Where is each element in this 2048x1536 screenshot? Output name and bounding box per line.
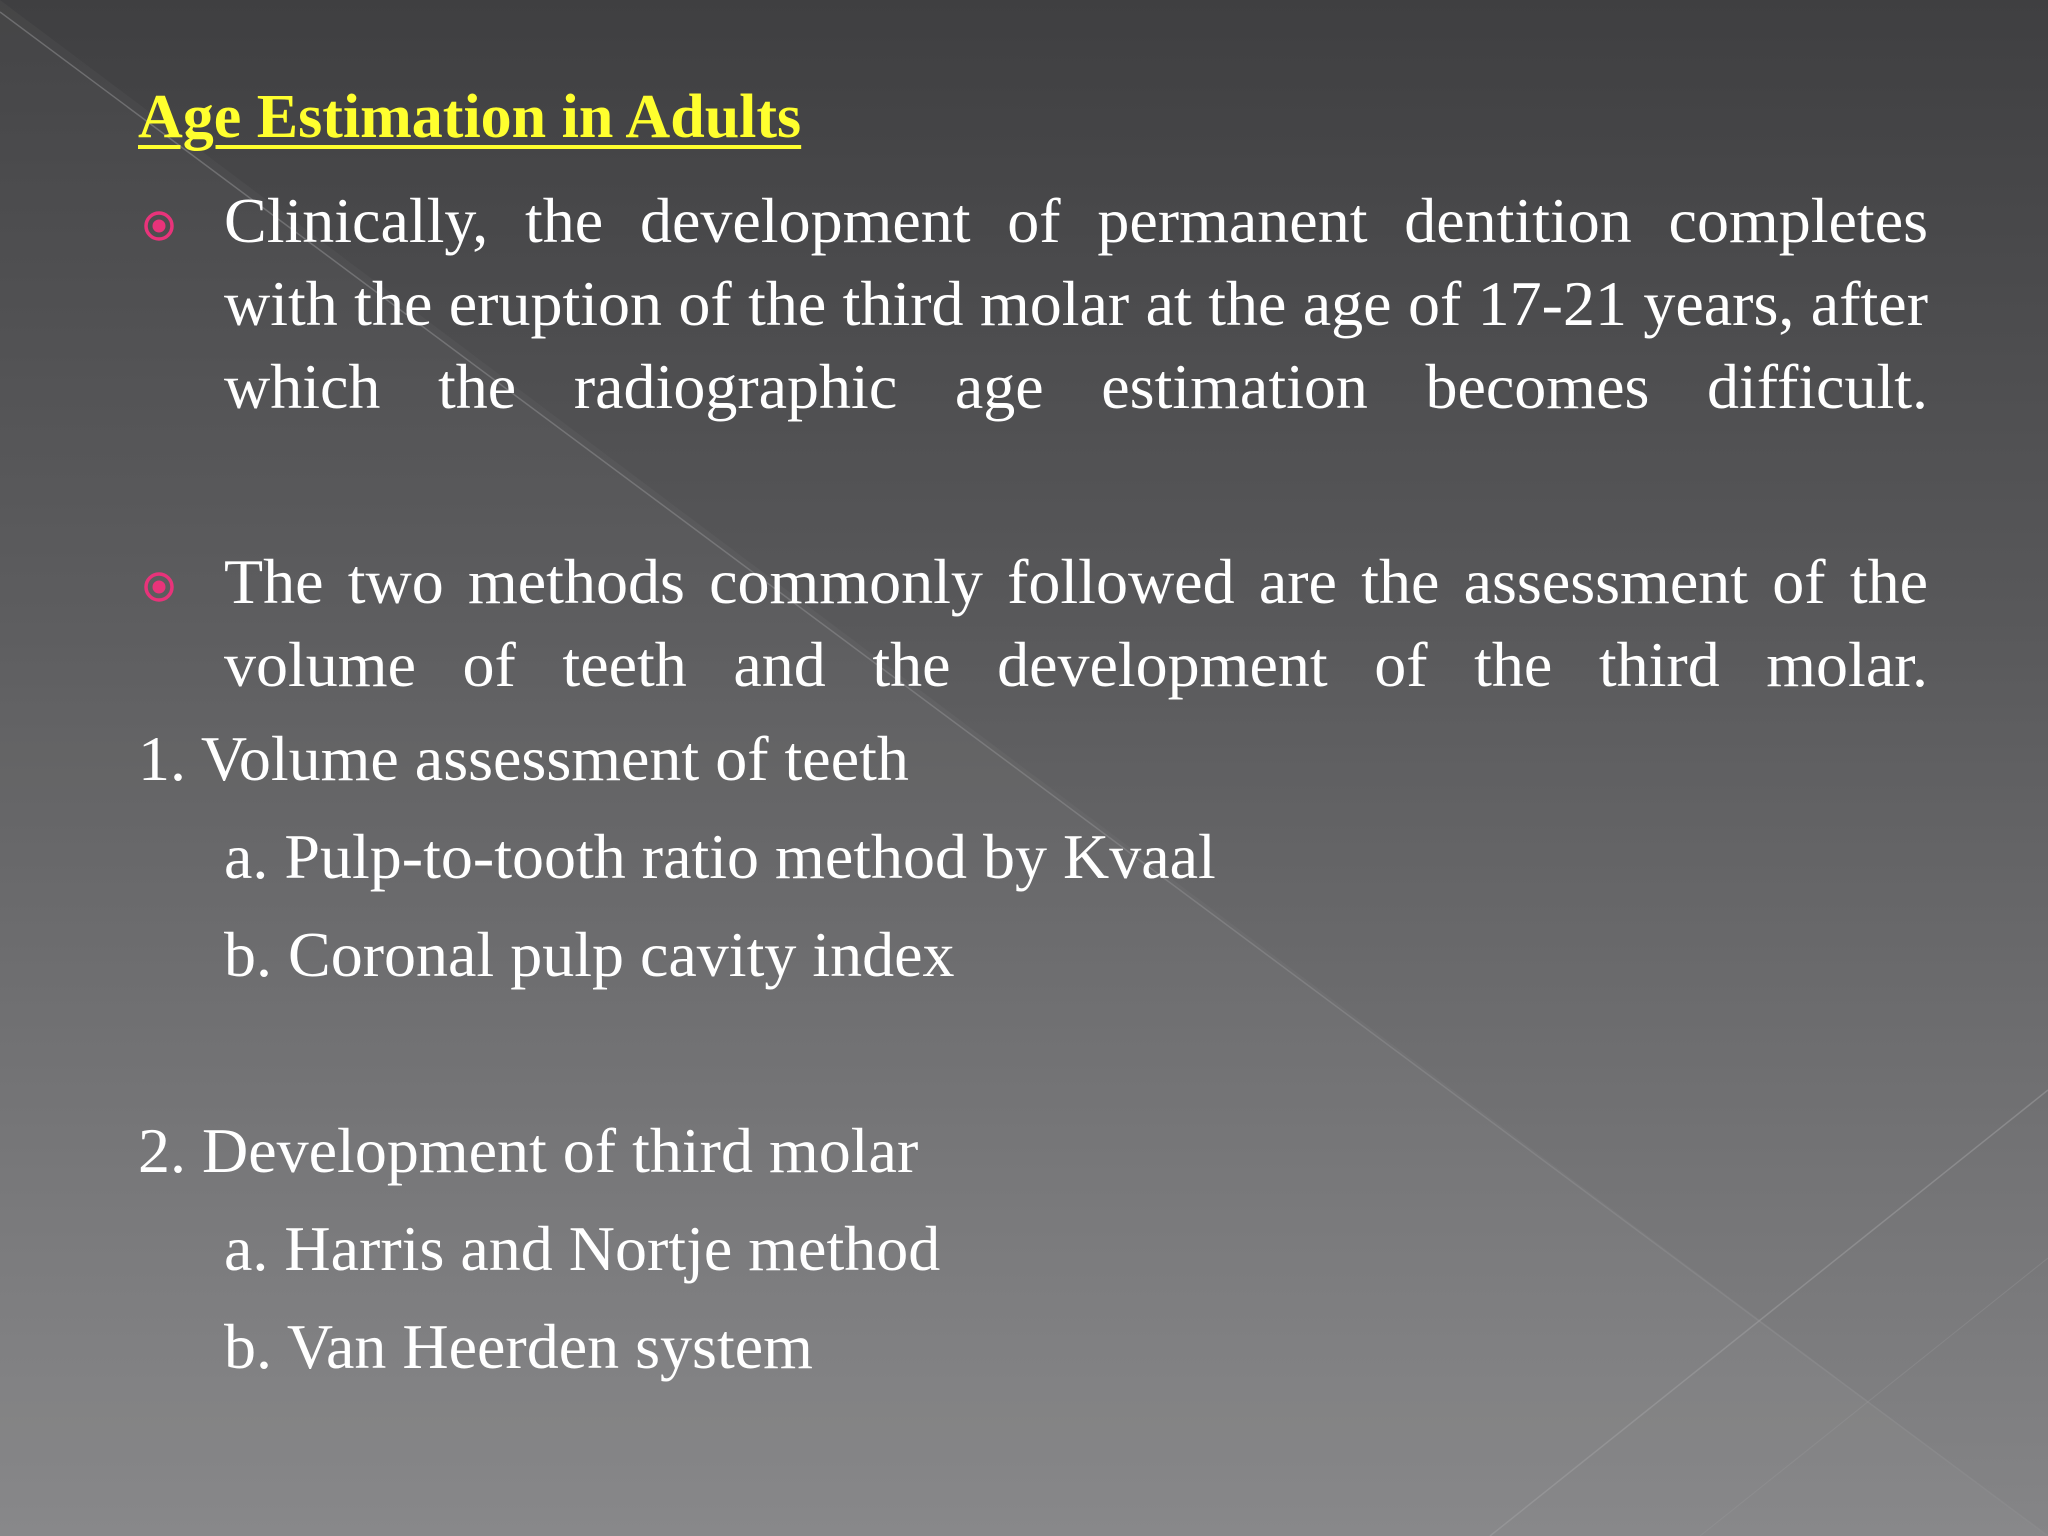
target-bullet-icon <box>142 209 176 243</box>
bullet-text-2: The two methods commonly followed are the assessment of the volume of teeth and the development of the third molar. <box>224 546 1928 700</box>
method-item-kvaal: a. Pulp-to-tooth ratio method by Kvaal <box>224 821 1216 892</box>
slide-title: Age Estimation in Adults <box>138 83 802 151</box>
target-bullet-icon <box>142 570 176 604</box>
method-item-van-heerden: b. Van Heerden system <box>224 1311 813 1382</box>
method-item-coronal-index: b. Coronal pulp cavity index <box>224 919 955 990</box>
method-heading-third-molar: 2. Development of third molar <box>138 1115 919 1186</box>
method-item-harris-nortje: a. Harris and Nortje method <box>224 1213 941 1284</box>
bullet-text-1: Clinically, the development of permanent dentition completes with the eruption of the third molar at the age of 17-21 years, after which the radiographic age estimation becomes difficult. <box>224 185 1928 422</box>
method-heading-volume: 1. Volume assessment of teeth <box>138 723 909 794</box>
bullet-item-1 <box>138 179 1928 511</box>
